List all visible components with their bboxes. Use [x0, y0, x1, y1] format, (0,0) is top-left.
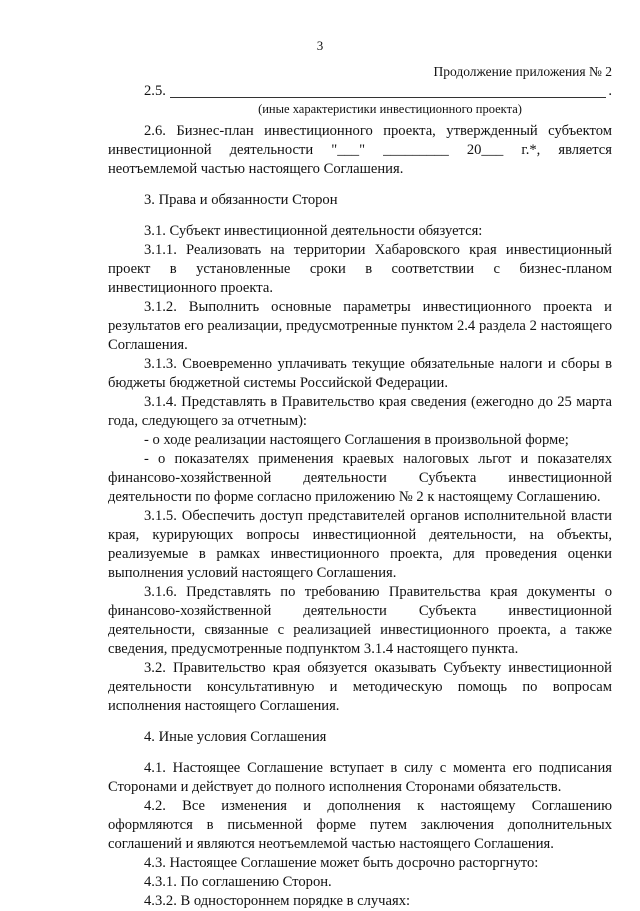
paragraph-3-1-3: 3.1.3. Своевременно уплачивать текущие обязательные налоги и сборы в бюджеты бюджетной системы Российской Федерации. [108, 356, 612, 391]
list-item-tax-indicators: - о показателях применения краевых налоговых льгот и показателях финансово-хозяйственной деятельности Субъекта инвестиционной деятельности по форме согласно приложению № 2 к настоящему Соглашению. [108, 451, 612, 505]
paragraph-3-1-4: 3.1.4. Представлять в Правительство края сведения (ежегодно до 25 марта года, следующего за отчетным): [108, 394, 612, 429]
paragraph-2-6: 2.6. Бизнес-план инвестиционного проекта, утвержденный субъектом инвестиционной деятельности "___" _________ 20___ г.*, является неотъемлемой частью настоящего Соглашения. [108, 123, 612, 177]
list-item-progress-report: - о ходе реализации настоящего Соглашения в произвольной форме; [144, 432, 569, 448]
item-2-5-end: . [608, 83, 612, 99]
paragraph-3-1: 3.1. Субъект инвестиционной деятельности обязуется: [144, 223, 483, 239]
paragraph-3-1-1: 3.1.1. Реализовать на территории Хабаровского края инвестиционный проект в установленные сроки в соответствии с бизнес-планом инвестиционного проекта. [108, 242, 612, 296]
section-4-heading: 4. Иные условия Соглашения [144, 729, 327, 745]
appendix-continuation-note: Продолжение приложения № 2 [433, 64, 612, 79]
item-2-5-caption: (иные характеристики инвестиционного проекта) [258, 102, 522, 116]
paragraph-4-2: 4.2. Все изменения и дополнения к настоящему Соглашению оформляются в письменной форме путем заключения дополнительных соглашений и являются неотъемлемой частью настоящего Соглашения. [108, 798, 612, 852]
paragraph-4-3-2: 4.3.2. В одностороннем порядке в случаях: [144, 893, 411, 909]
paragraph-3-1-6: 3.1.6. Представлять по требованию Правительства края документы о финансово-хозяйственной деятельности Субъекта инвестиционной деятельности, связанные с реализацией инвестиционного проекта, а также сведения, предусмотренные подпунктом 3.1.4 настоящего пункта. [108, 584, 612, 657]
paragraph-3-1-5: 3.1.5. Обеспечить доступ представителей органов исполнительной власти края, курирующих вопросы инвестиционной деятельности, на объекты, реализуемые в рамках инвестиционного проекта, для проведения оценки выполнения условий настоящего Соглашения. [108, 508, 612, 581]
paragraph-3-1-2: 3.1.2. Выполнить основные параметры инвестиционного проекта и результатов его реализации, предусмотренные пунктом 2.4 раздела 2 настоящего Соглашения. [108, 299, 612, 353]
paragraph-3-2: 3.2. Правительство края обязуется оказывать Субъекту инвестиционной деятельности консультативную и методическую помощь по вопросам исполнения настоящего Соглашения. [108, 660, 612, 714]
item-2-5-number: 2.5. [144, 83, 166, 99]
item-2-5-line [108, 82, 612, 101]
fill-in-blank-line [170, 96, 606, 98]
page-number: 3 [316, 38, 324, 53]
section-3-heading: 3. Права и обязанности Сторон [144, 192, 338, 208]
paragraph-4-3: 4.3. Настоящее Соглашение может быть досрочно расторгнуто: [144, 855, 539, 871]
paragraph-4-3-1: 4.3.1. По соглашению Сторон. [144, 874, 332, 890]
paragraph-4-1: 4.1. Настоящее Соглашение вступает в силу с момента его подписания Сторонами и действует до полного исполнения Сторонами обязательств. [108, 760, 612, 795]
document-body [108, 80, 612, 911]
